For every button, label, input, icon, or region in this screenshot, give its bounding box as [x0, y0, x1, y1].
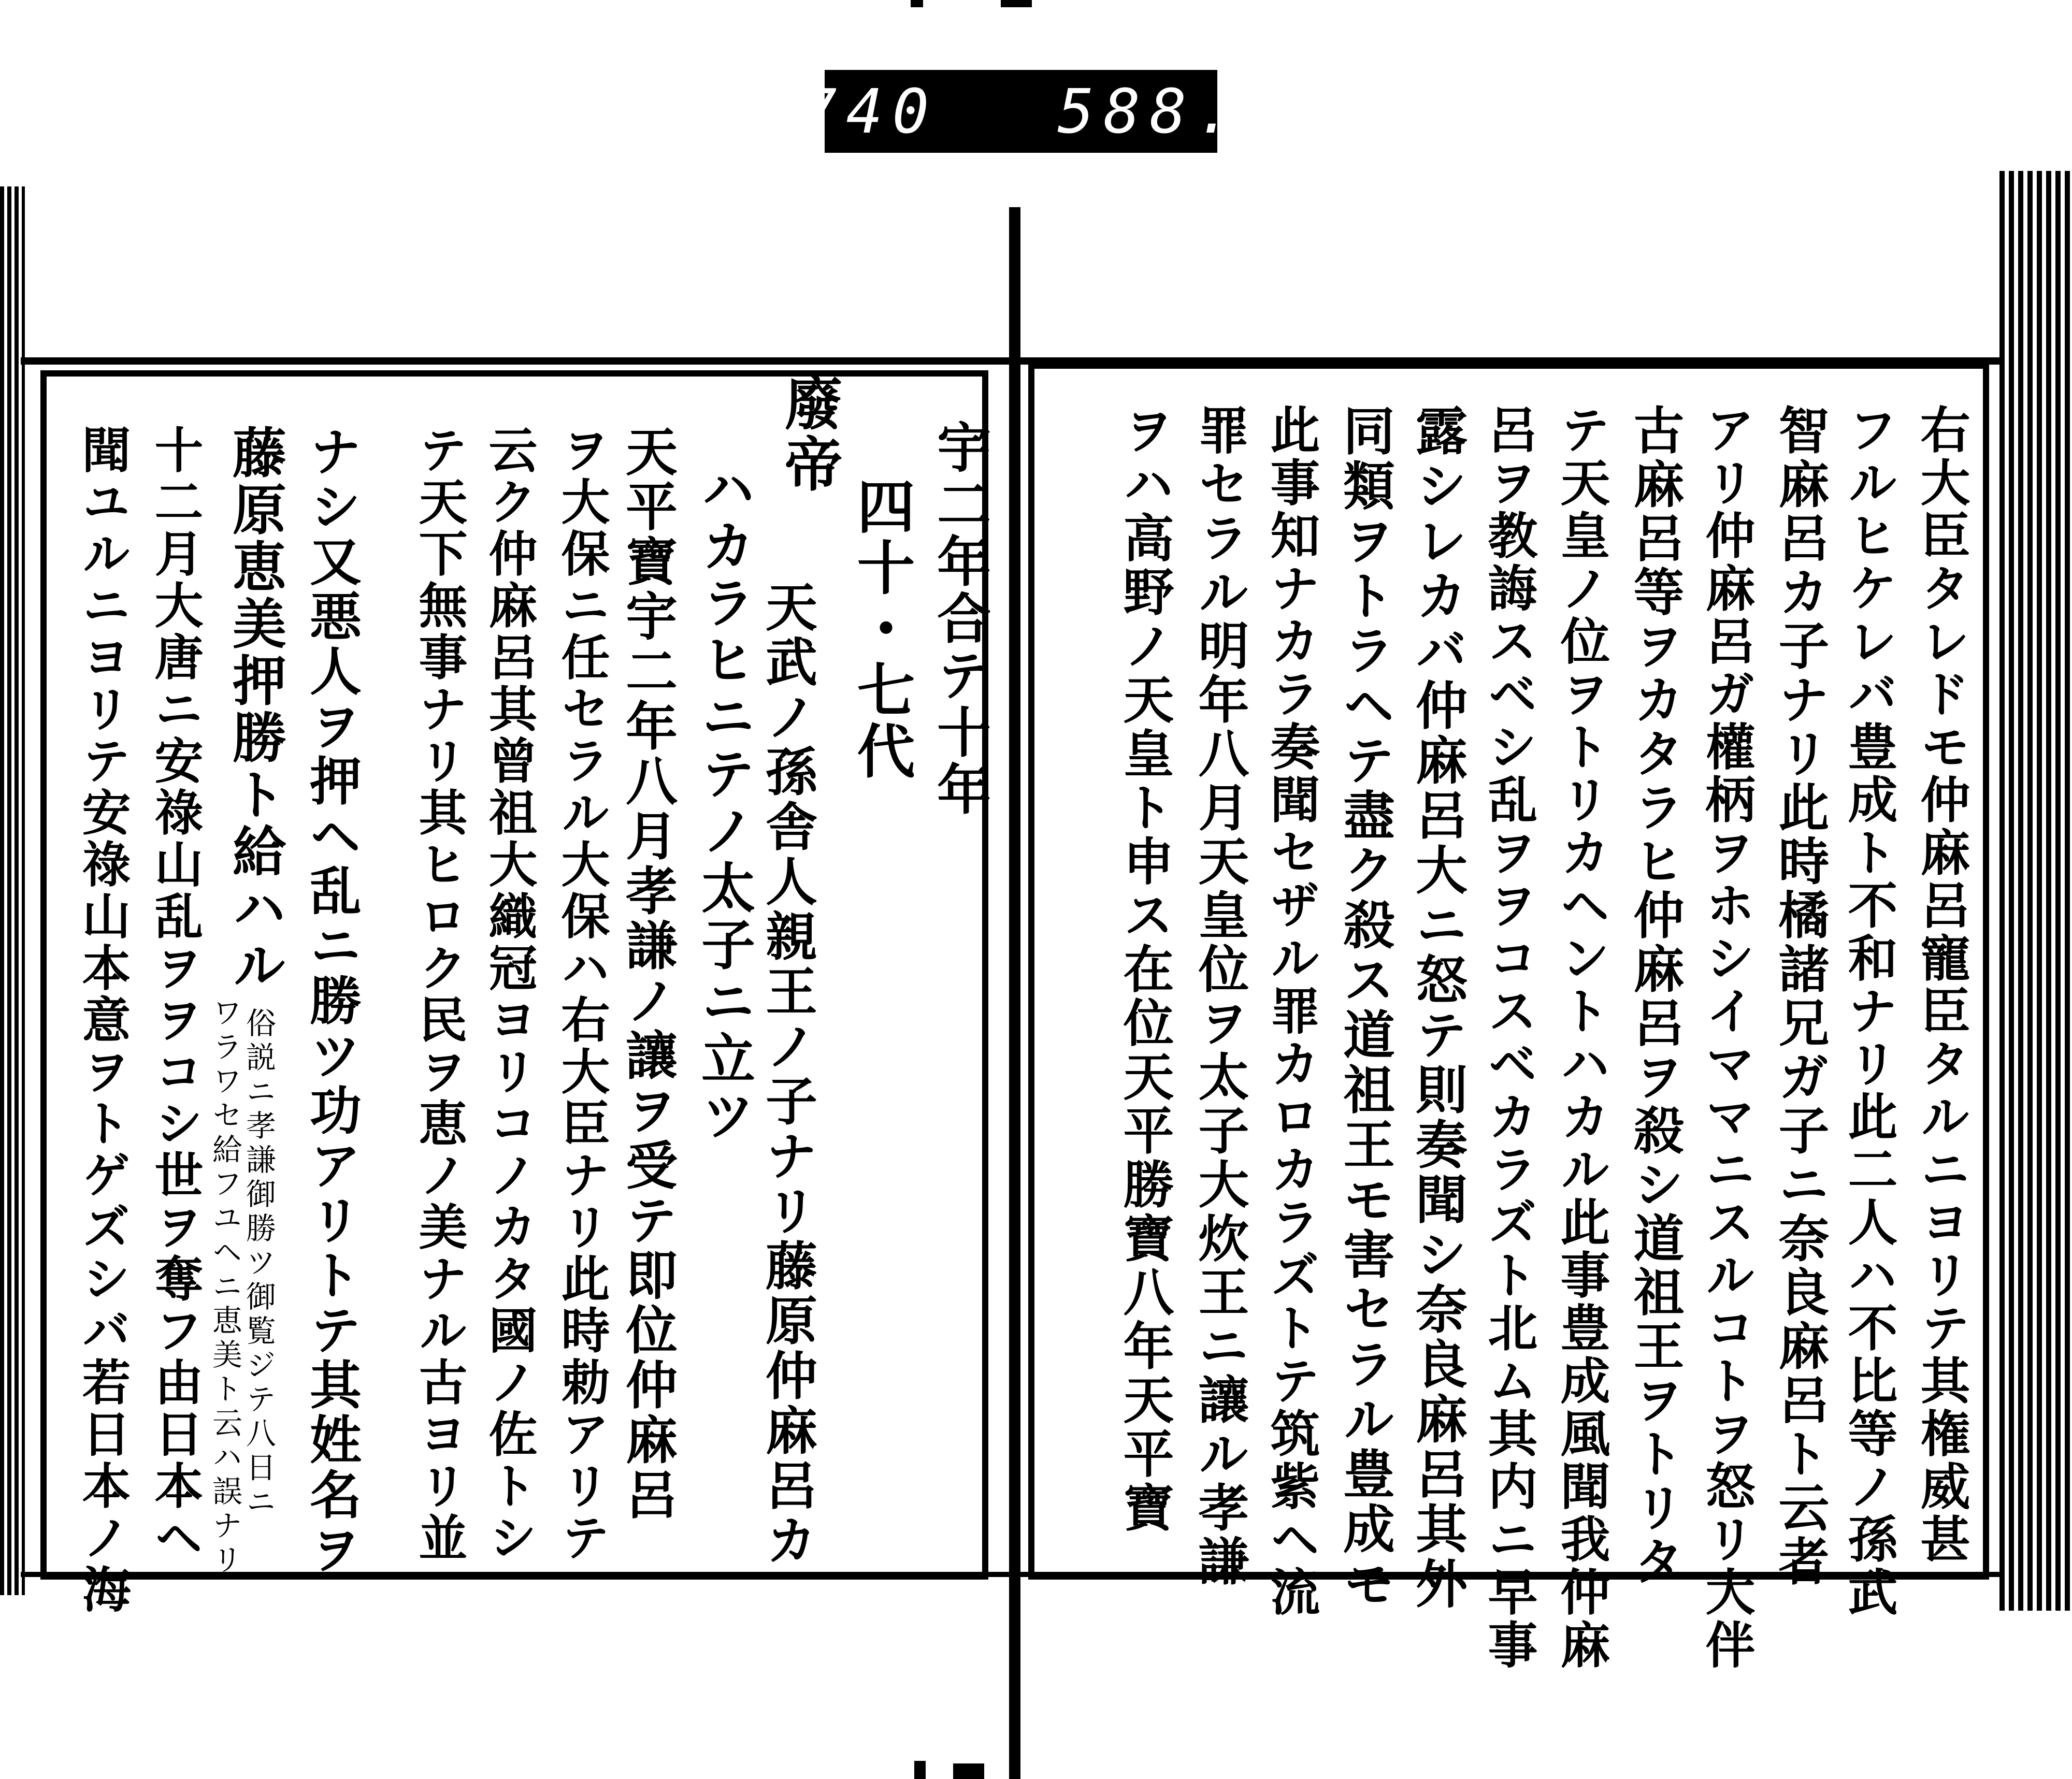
right-col-5: 古麻呂等ヲカタラヒ仲麻呂ヲ殺シ道祖王ヲトリタ: [1625, 404, 1685, 1589]
reign-heading: 四十・七代: [847, 476, 915, 782]
left-col-7: ヲ大保ニ任セラル大保ハ右大臣ナリ此時勅アリテ: [553, 425, 610, 1564]
left-note-1: 俗説ニ孝謙御勝ツ御覧ジテ八日ニ: [241, 1007, 276, 1520]
right-col-4: アリ仲麻呂ガ權柄ヲホシイママニスルコトヲ怒リ大伴: [1697, 404, 1756, 1672]
right-col-8: 露シレカバ仲麻呂大ニ怒テ則奏聞シ奈良麻呂其外: [1407, 404, 1468, 1612]
right-col-2: フルヒケレバ豊成ト不和ナリ此二人ハ不比等ノ孫武: [1840, 404, 1898, 1619]
scan-mark: [914, 1761, 926, 1779]
left-col-5: ハカラヒニテノ太子ニ立ツ: [692, 461, 756, 1145]
reel-number: 740: [800, 76, 939, 147]
microfilm-label: [800, 70, 1242, 153]
left-col-13: 聞ユルニヨリテ安祿山本意ヲトゲズシバ若日本ノ海: [74, 425, 131, 1616]
right-col-3: 智麻呂カ子ナリ此時橘諸兄ガ子ニ奈良麻呂ト云者: [1770, 404, 1830, 1589]
right-col-6: テ天皇ノ位ヲトリカヘントハカル此事豊成風聞我仲麻: [1552, 404, 1611, 1672]
left-col-11: 藤原恵美押勝ト給ハル: [223, 425, 287, 994]
left-col-10: ナシ又悪人ヲ押ヘ乱ニ勝ツ功アリトテ其姓名ヲ: [301, 425, 362, 1578]
right-col-11: 罪セラル明年八月天皇位ヲ太子大炊王ニ讓ル孝謙: [1190, 404, 1249, 1589]
right-col-12: ヲハ高野ノ天皇ト申ス在位天平勝寶八年天平寶: [1115, 404, 1174, 1535]
page-top-edge: [21, 357, 1010, 365]
left-col-1: 宇二年合テ十年: [928, 420, 991, 818]
left-col-9: テ天下無事ナリ其ヒロク民ヲ恵ノ美ナル古ヨリ並: [410, 425, 467, 1564]
left-note-2: ワラワセ給フユヘニ恵美ト云ハ誤ナリ: [207, 997, 242, 1578]
emperor-title: 廢帝: [775, 373, 843, 495]
right-col-7: 呂ヲ教誨スベシ乱ヲヲコスベカラズト北ム其内ニ早事: [1480, 404, 1538, 1672]
scan-mark: [1001, 0, 1032, 7]
right-col-10: 此事知ナカラ奏聞セザル罪カロカラズトテ筑紫ヘ流: [1262, 404, 1321, 1619]
left-page-edge: [0, 186, 25, 1595]
left-col-8: 云ク仲麻呂其曾祖大織冠ヨリコノカタ國ノ佐トシ: [480, 425, 537, 1564]
right-col-1: 右大臣タレドモ仲麻呂寵臣タルニヨリテ其権威甚: [1912, 404, 1971, 1566]
scan-mark: [911, 0, 923, 7]
left-col-12: 十二月大唐ニ安祿山乱ヲヲコシ世ヲ奪フ由日本ヘ: [146, 425, 203, 1564]
left-col-4: 天武ノ孫舎人親王ノ子ナリ藤原仲麻呂カ: [757, 580, 818, 1568]
right-col-9: 同類ヲトラヘテ盡ク殺ス道祖王モ害セラル豊成モ: [1334, 404, 1395, 1612]
book-binding: [1009, 207, 1020, 1779]
frame-number: 588.: [1057, 76, 1242, 147]
right-page-edge: [1999, 171, 2072, 1611]
left-col-6: 天平寶宇二年八月孝謙ノ讓ヲ受テ即位仲麻呂: [617, 425, 678, 1523]
scan-mark: [953, 1763, 984, 1779]
